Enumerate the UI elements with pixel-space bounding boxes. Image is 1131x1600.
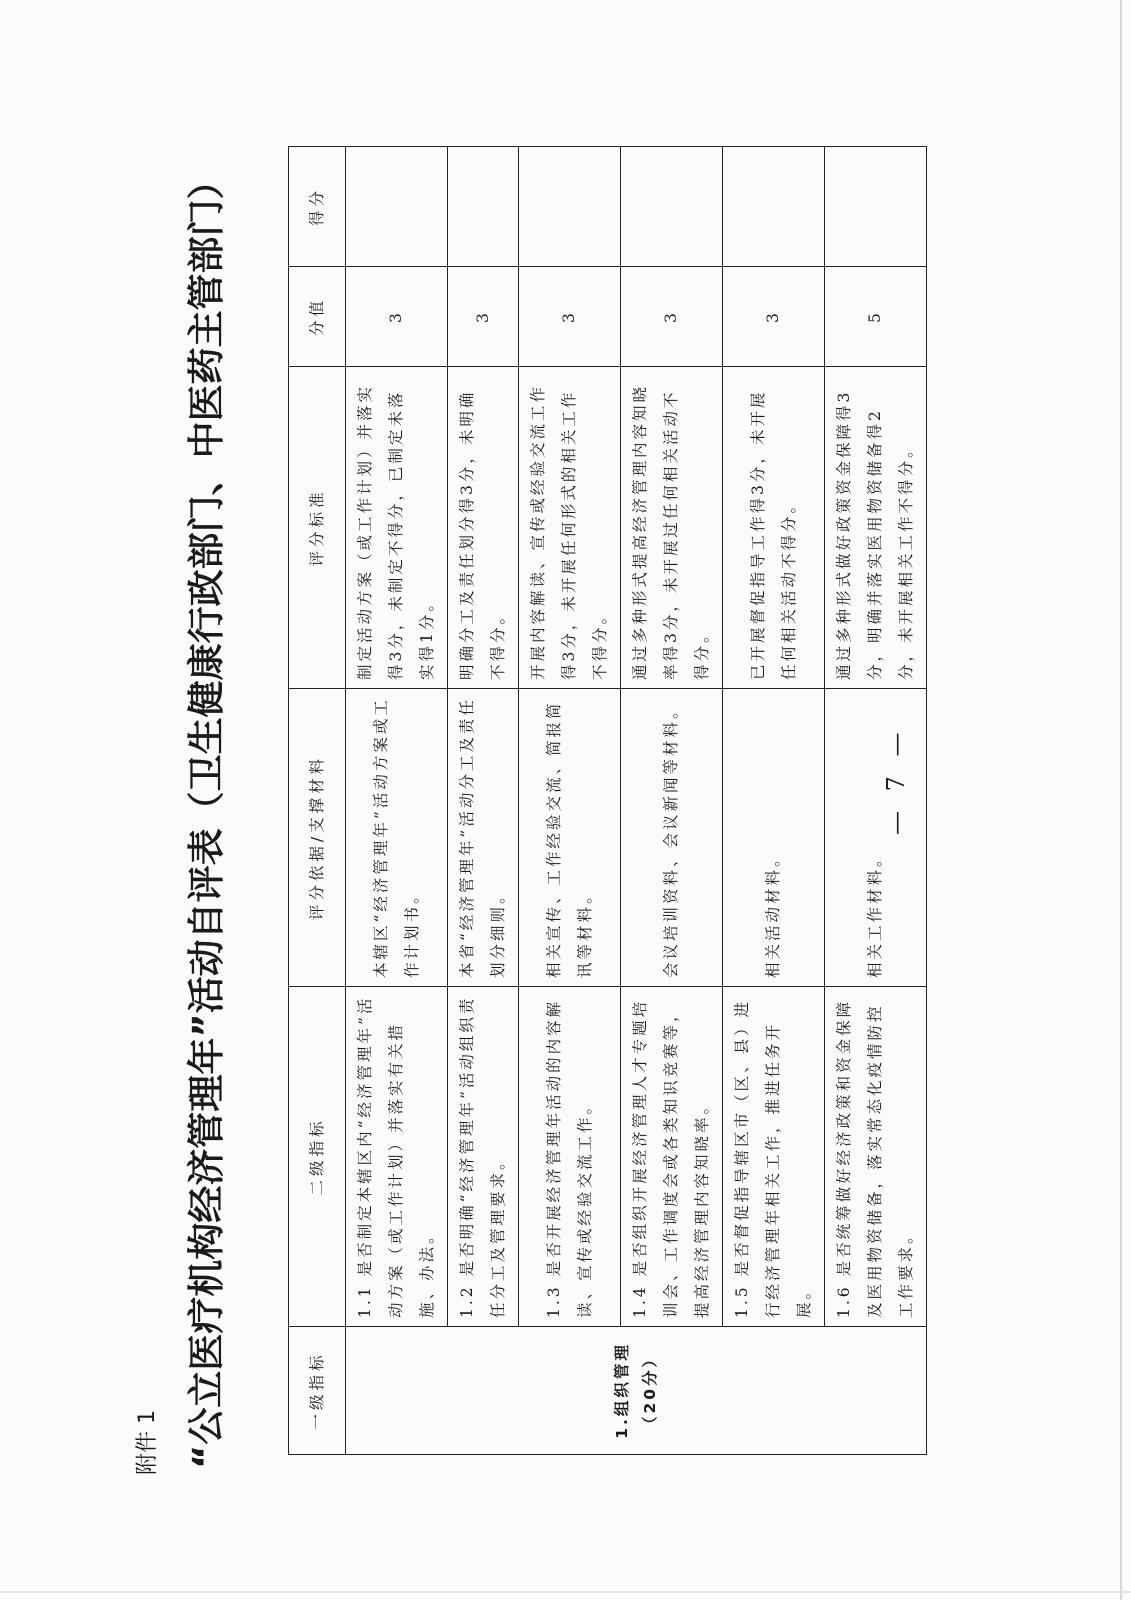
header-basis: 评分依据/支撑材料 <box>289 689 346 987</box>
header-obtained: 得分 <box>289 147 346 267</box>
table-row <box>448 147 519 1455</box>
obtained-cell <box>723 147 825 267</box>
table-header-row <box>289 147 346 1455</box>
basis-cell: 会议培训资料、会议新闻等材料。 <box>621 689 723 987</box>
table-row <box>346 147 448 1455</box>
standard-cell: 通过多种形式提高经济管理内容知晓率得3分，未开展过任何相关活动不得分。 <box>621 367 723 689</box>
table-row <box>723 147 825 1455</box>
basis-cell: 本省“经济管理年”活动分工及责任划分细则。 <box>448 689 519 987</box>
basis-cell: 相关宣传、工作经验交流、简报简讯等材料。 <box>519 689 621 987</box>
obtained-cell <box>621 147 723 267</box>
standard-cell: 开展内容解读、宣传或经验交流工作得3分，未开展任何形式的相关工作不得分。 <box>519 367 621 689</box>
table-row <box>621 147 723 1455</box>
score-cell: 3 <box>519 267 621 367</box>
attachment-label: 附件 1 <box>135 1410 160 1475</box>
header-level1: 一级指标 <box>289 1327 346 1455</box>
standard-cell: 制定活动方案（或工作计划）并落实得3分，未制定不得分，已制定未落实得1分。 <box>346 367 448 689</box>
self-evaluation-table <box>288 146 927 1455</box>
obtained-cell <box>519 147 621 267</box>
group-label: 1.组织管理（20分） <box>346 1327 927 1455</box>
obtained-cell <box>346 147 448 267</box>
indicator-cell: 1.4 是否组织开展经济管理人才专题培训会、工作调度会或各类知识竞赛等，提高经济管理内容知晓率。 <box>621 987 723 1327</box>
standard-cell: 通过多种形式做好政策资金保障得3分，明确并落实医用物资储备得2分，未开展相关工作不得分。 <box>825 367 927 689</box>
basis-cell: 本辖区“经济管理年”活动方案或工作计划书。 <box>346 689 448 987</box>
indicator-cell: 1.3 是否开展经济管理年活动的内容解读、宣传或经验交流工作。 <box>519 987 621 1327</box>
obtained-cell <box>448 147 519 267</box>
score-cell: 3 <box>346 267 448 367</box>
indicator-cell: 1.5 是否督促指导辖区市（区、县）进行经济管理年相关工作，推进任务开展。 <box>723 987 825 1327</box>
header-level2: 二级指标 <box>289 987 346 1327</box>
document-title: “公立医疗机构经济管理年”活动自评表（卫生健康行政部门、中医药主管部门） <box>185 162 228 1469</box>
header-standard: 评分标准 <box>289 367 346 689</box>
score-cell: 3 <box>448 267 519 367</box>
basis-cell: 相关活动材料。 <box>723 689 825 987</box>
basis-cell: 相关工作材料。 <box>825 689 927 987</box>
score-cell: 5 <box>825 267 927 367</box>
table-row <box>825 147 927 1455</box>
table-row <box>519 147 621 1455</box>
page-number: — 7 — <box>882 726 910 835</box>
header-score: 分值 <box>289 267 346 367</box>
indicator-cell: 1.6 是否统筹做好经济政策和资金保障及医用物资储备，落实常态化疫情防控工作要求。 <box>825 987 927 1327</box>
obtained-cell <box>825 147 927 267</box>
rotated-page <box>130 135 970 1475</box>
standard-cell: 已开展督促指导工作得3分，未开展任何相关活动不得分。 <box>723 367 825 689</box>
score-cell: 3 <box>621 267 723 367</box>
indicator-cell: 1.1 是否制定本辖区内“经济管理年”活动方案（或工作计划）并落实有关措施、办法。 <box>346 987 448 1327</box>
indicator-cell: 1.2 是否明确“经济管理年”活动组织责任分工及管理要求。 <box>448 987 519 1327</box>
standard-cell: 明确分工及责任划分得3分，未明确不得分。 <box>448 367 519 689</box>
score-cell: 3 <box>723 267 825 367</box>
